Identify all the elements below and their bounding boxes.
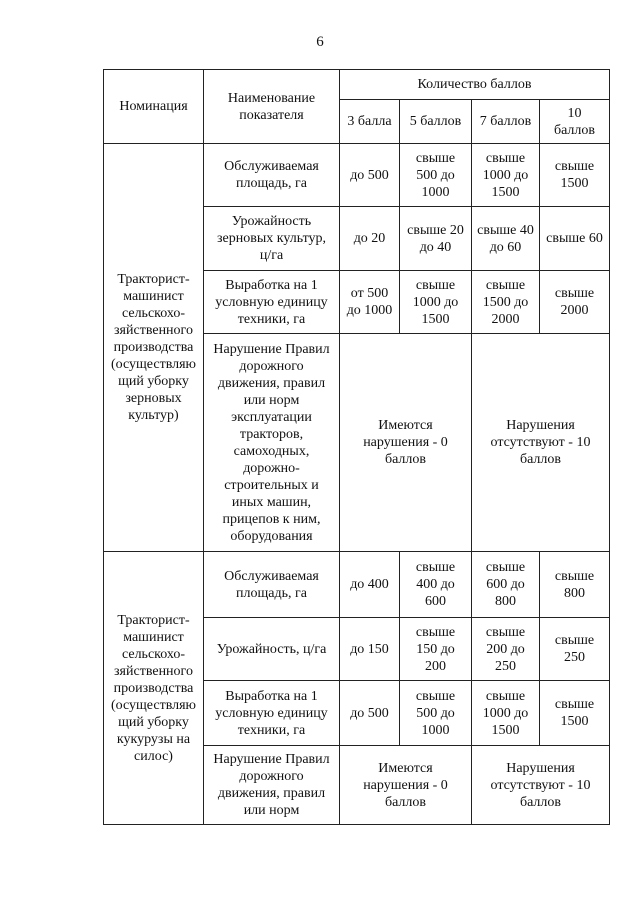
violation-present-cell: Имеются нарушения - 0 баллов — [340, 334, 472, 552]
value-cell: свыше 40 до 60 — [472, 207, 540, 271]
violation-absent-cell: Нарушения отсутствуют - 10 баллов — [472, 334, 610, 552]
page-number: 6 — [316, 34, 324, 50]
value-cell: свыше 20 до 40 — [400, 207, 472, 271]
value-cell: свыше 600 до 800 — [472, 552, 540, 618]
scoring-table — [103, 69, 610, 825]
value-cell: от 500 до 1000 — [340, 271, 400, 334]
value-cell: до 150 — [340, 618, 400, 681]
indicator-cell: Выработка на 1 условную единицу техники, га — [204, 271, 340, 334]
indicator-cell: Обслуживаемая площадь, га — [204, 144, 340, 207]
indicator-cell: Нарушение Правил дорожного движения, правил или норм — [204, 746, 340, 825]
indicator-cell: Нарушение Правил дорожного движения, правил или норм эксплуатации тракторов, самоходных, дорожно- строительных и иных машин, прицепов к ним, оборудования — [204, 334, 340, 552]
header-nomination: Номинация — [104, 70, 204, 144]
table-row — [104, 144, 610, 207]
value-cell: свыше 200 до 250 — [472, 618, 540, 681]
value-cell: свыше 400 до 600 — [400, 552, 472, 618]
violation-present-cell: Имеются нарушения - 0 баллов — [340, 746, 472, 825]
value-cell: свыше 1000 до 1500 — [472, 144, 540, 207]
indicator-cell: Урожайность зерновых культур, ц/га — [204, 207, 340, 271]
value-cell: свыше 2000 — [540, 271, 610, 334]
header-indicator: Наименование показателя — [204, 70, 340, 144]
value-cell: свыше 1000 до 1500 — [472, 681, 540, 746]
value-cell: свыше 1500 — [540, 681, 610, 746]
header-level-10: 10 баллов — [540, 100, 610, 144]
header-level-5: 5 баллов — [400, 100, 472, 144]
indicator-cell: Выработка на 1 условную единицу техники, га — [204, 681, 340, 746]
value-cell: свыше 1500 до 2000 — [472, 271, 540, 334]
value-cell: до 20 — [340, 207, 400, 271]
value-cell: до 400 — [340, 552, 400, 618]
nomination-cell: Тракторист- машинист сельскохо- зяйственного производства (осуществляю щий уборку кукурузы на силос) — [104, 552, 204, 825]
value-cell: свыше 800 — [540, 552, 610, 618]
table-row — [104, 552, 610, 618]
value-cell: до 500 — [340, 681, 400, 746]
value-cell: свыше 150 до 200 — [400, 618, 472, 681]
value-cell: свыше 60 — [540, 207, 610, 271]
indicator-cell: Обслуживаемая площадь, га — [204, 552, 340, 618]
value-cell: свыше 1500 — [540, 144, 610, 207]
violation-absent-cell: Нарушения отсутствуют - 10 баллов — [472, 746, 610, 825]
value-cell: свыше 1000 до 1500 — [400, 271, 472, 334]
value-cell: до 500 — [340, 144, 400, 207]
header-level-7: 7 баллов — [472, 100, 540, 144]
value-cell: свыше 250 — [540, 618, 610, 681]
value-cell: свыше 500 до 1000 — [400, 681, 472, 746]
header-level-3: 3 балла — [340, 100, 400, 144]
value-cell: свыше 500 до 1000 — [400, 144, 472, 207]
indicator-cell: Урожайность, ц/га — [204, 618, 340, 681]
header-points-group: Количество баллов — [340, 70, 610, 100]
nomination-cell: Тракторист- машинист сельскохо- зяйственного производства (осуществляю щий уборку зерновых культур) — [104, 144, 204, 552]
